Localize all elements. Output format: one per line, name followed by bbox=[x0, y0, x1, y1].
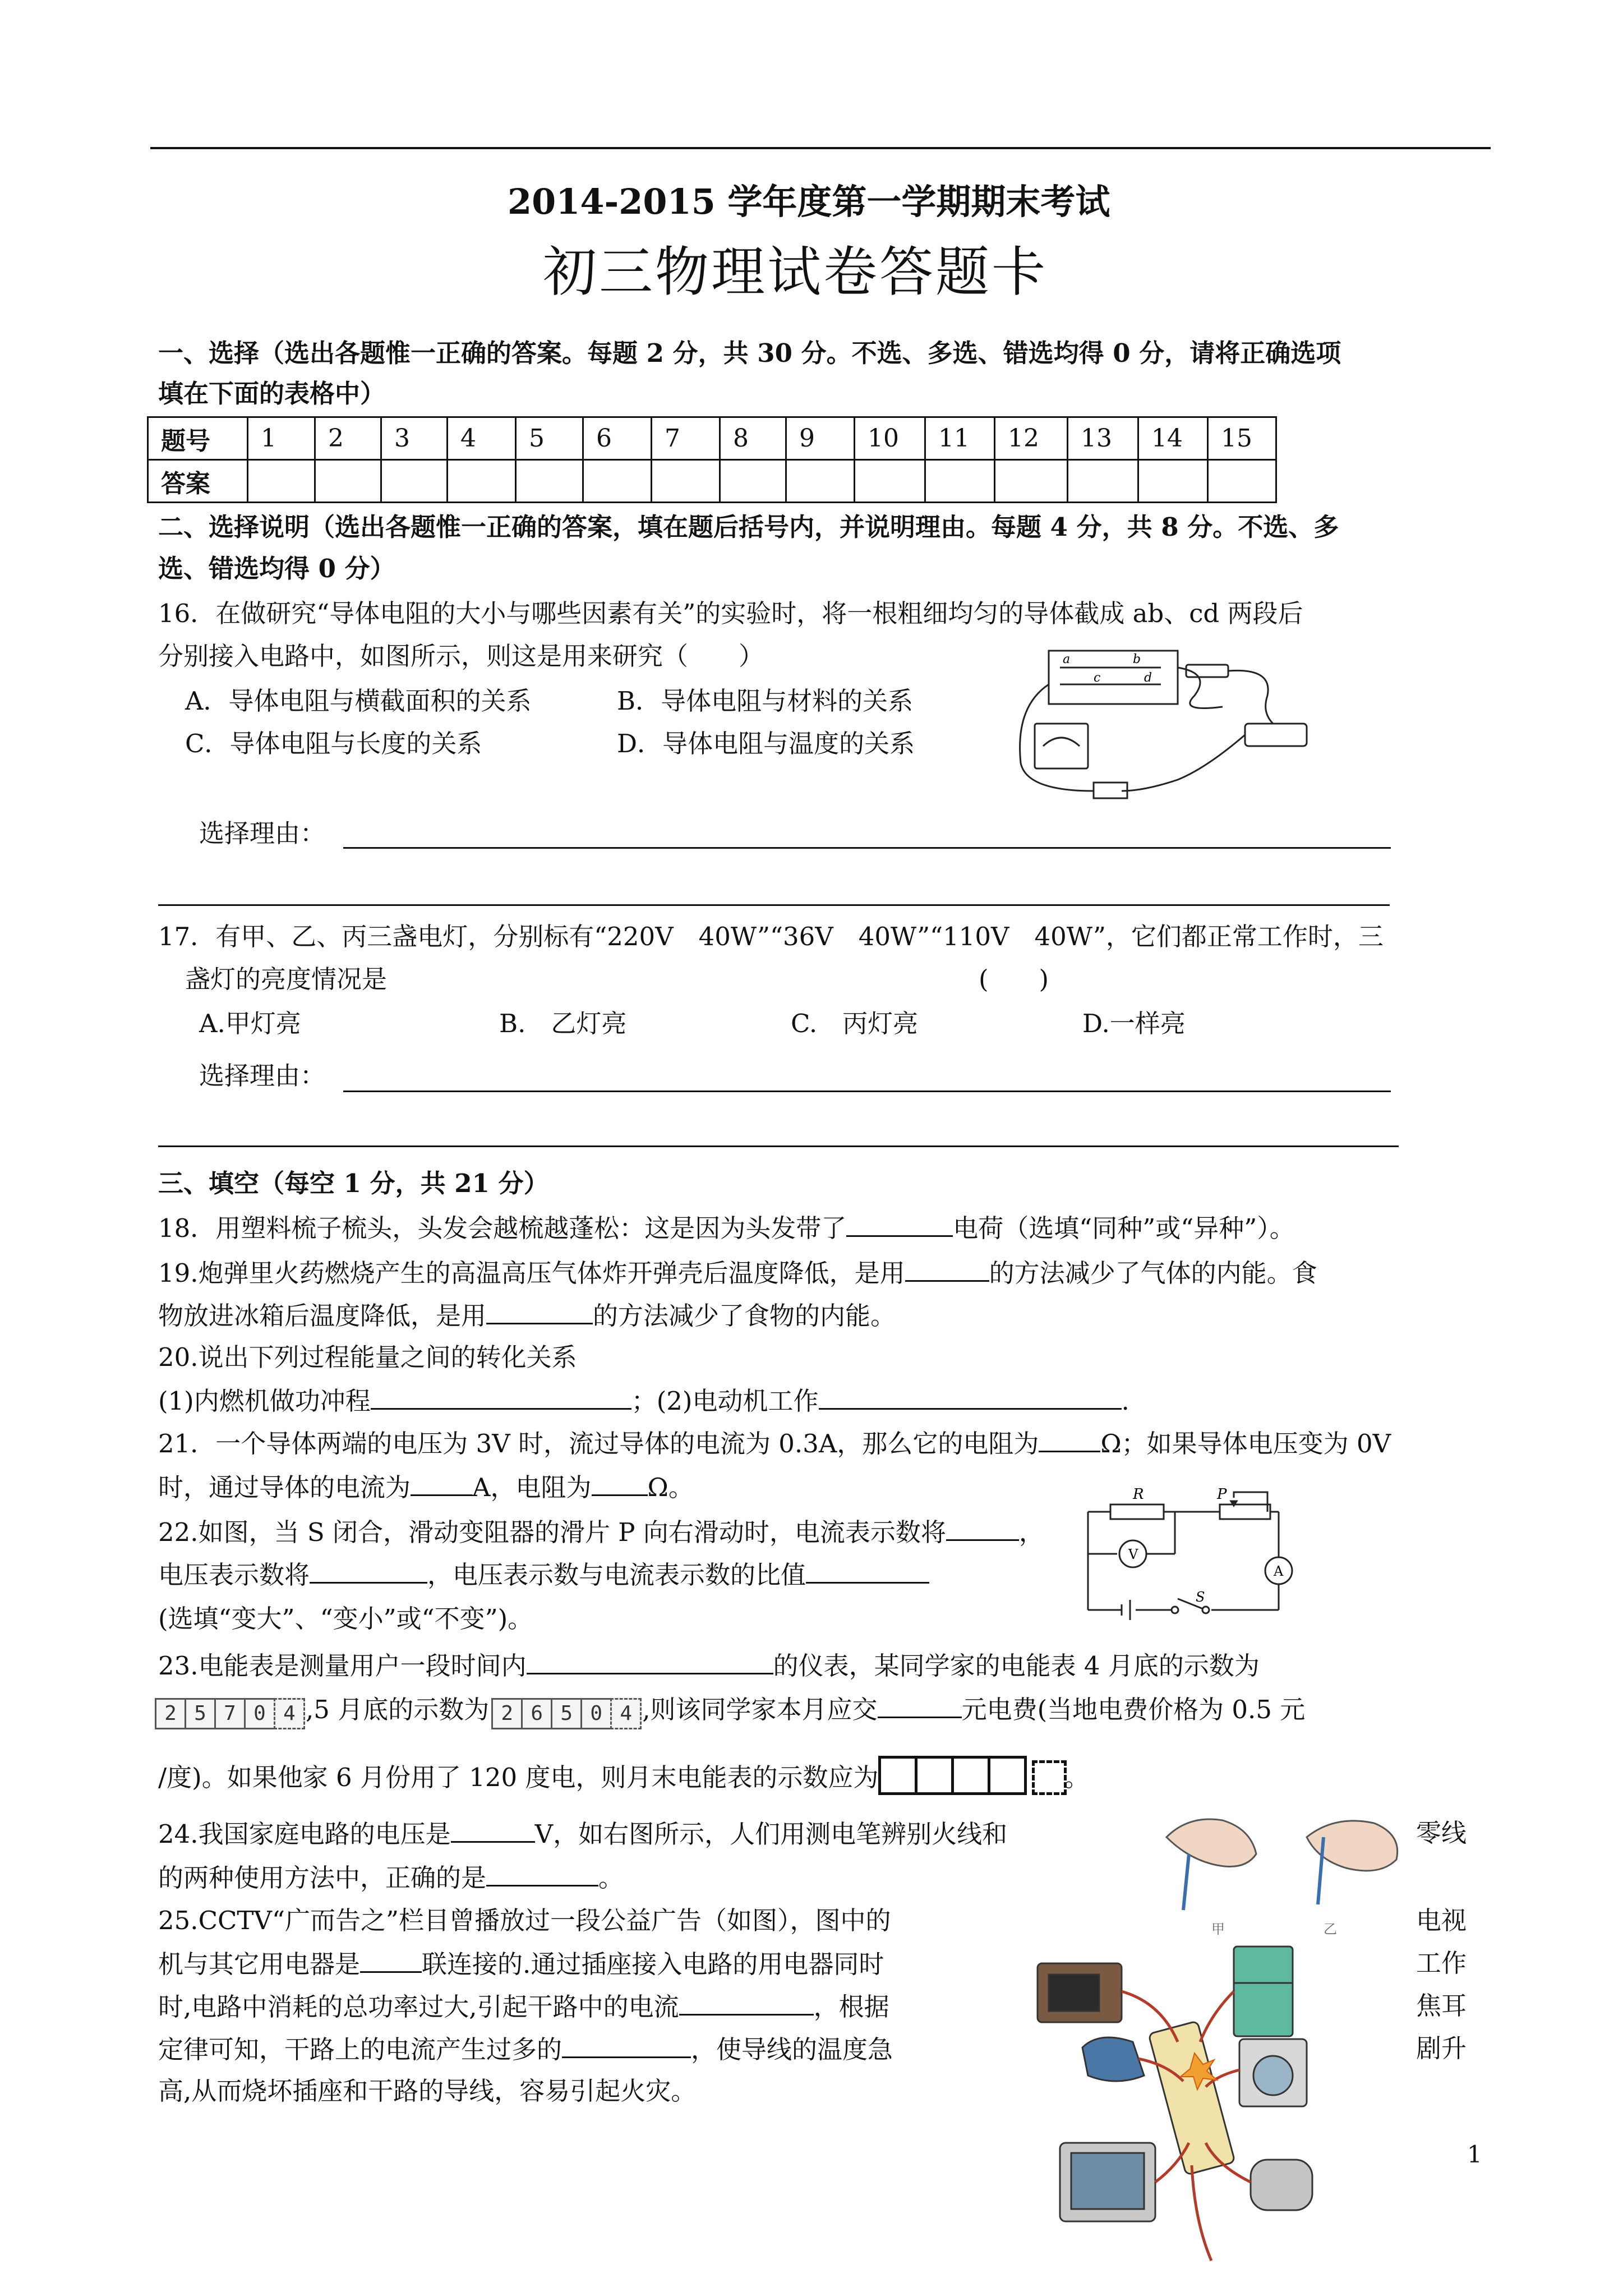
page-number: 1 bbox=[1467, 2141, 1482, 2168]
q19 bbox=[158, 1255, 1317, 1290]
q22-cont bbox=[158, 1557, 929, 1592]
answer-cell[interactable] bbox=[786, 460, 855, 503]
table-row bbox=[148, 460, 1276, 503]
answer-cell[interactable] bbox=[1138, 460, 1208, 503]
q22-text-2: ， bbox=[1018, 1517, 1044, 1547]
q25-line2-right: 工作 bbox=[1416, 1948, 1467, 1978]
power-strip-icon bbox=[1149, 2021, 1235, 2175]
q17-option-a: A.甲灯亮 bbox=[199, 1009, 301, 1038]
meter-digit: 0 bbox=[580, 1698, 612, 1729]
meter-digit: 2 bbox=[491, 1698, 523, 1729]
q20-blank-2[interactable] bbox=[819, 1383, 1122, 1410]
q25-line4-right: 剧升 bbox=[1416, 2033, 1467, 2063]
answer-cell[interactable] bbox=[720, 460, 786, 503]
q25-line3-right: 焦耳 bbox=[1416, 1991, 1467, 2021]
answer-cell[interactable] bbox=[381, 460, 448, 503]
q24-text-4: 。 bbox=[598, 1863, 624, 1893]
q20-title: 20.说出下列过程能量之间的转化关系 bbox=[158, 1342, 577, 1372]
q17-option-d: D.一样亮 bbox=[1082, 1009, 1186, 1038]
q17-option-c: C. 丙灯亮 bbox=[791, 1009, 919, 1038]
answer-cell[interactable] bbox=[855, 460, 925, 503]
fig-label-s: S bbox=[1196, 1589, 1205, 1605]
q16-option-b: B．导体电阻与材料的关系 bbox=[617, 686, 914, 716]
q25-text-4: ，根据 bbox=[813, 1992, 889, 2022]
meter-digit: 0 bbox=[244, 1698, 275, 1729]
battery-icon bbox=[1186, 665, 1228, 677]
q23-cont-2 bbox=[158, 1756, 1089, 1803]
q19-text-2: 的方法减少了气体的内能。食 bbox=[989, 1258, 1317, 1288]
q25-line1-right: 电视 bbox=[1416, 1906, 1467, 1935]
meter-answer-boxes[interactable] bbox=[878, 1756, 1064, 1803]
q25-line4 bbox=[158, 2032, 893, 2067]
q23-blank-2[interactable] bbox=[878, 1692, 962, 1718]
table-row bbox=[148, 417, 1276, 460]
q25-line5: 高,从而烧坏插座和干路的导线，容易引起火灾。 bbox=[158, 2076, 697, 2106]
q21-blank-1[interactable] bbox=[1039, 1426, 1100, 1452]
q21-text-3: 时，通过导体的电流为 bbox=[158, 1473, 411, 1502]
q24-blank-2[interactable] bbox=[486, 1860, 598, 1887]
q25-text-5: 定律可知，干路上的电流产生过多的 bbox=[158, 2035, 562, 2064]
q25-text-3: 时,电路中消耗的总功率过大,引起干路中的电流 bbox=[158, 1992, 679, 2022]
q25-line1: 25.CCTV“广而告之”栏目曾播放过一段公益广告（如图），图中的 bbox=[158, 1906, 891, 1935]
q24-text-3: 的两种使用方法中，正确的是 bbox=[158, 1863, 487, 1893]
q23-text-5: 元电费(当地电费价格为 0.5 元 bbox=[961, 1695, 1306, 1724]
meter-reading-may bbox=[491, 1695, 640, 1729]
question-number-cell: 6 bbox=[583, 417, 652, 460]
q25-line2 bbox=[158, 1947, 884, 1981]
question-number-cell: 3 bbox=[381, 417, 448, 460]
q24-text: 24.我国家庭电路的电压是 bbox=[158, 1819, 451, 1849]
q21-blank-2[interactable] bbox=[411, 1470, 472, 1496]
q25-text: 机与其它用电器是 bbox=[158, 1949, 361, 1979]
rheostat-p-icon bbox=[1220, 1504, 1270, 1519]
q16-option-a: A．导体电阻与横截面积的关系 bbox=[185, 686, 532, 716]
question-number-cell: 9 bbox=[786, 417, 855, 460]
hand-jia-icon bbox=[1166, 1819, 1256, 1867]
q20-blank-1[interactable] bbox=[371, 1383, 631, 1410]
q21-text-5: Ω。 bbox=[647, 1473, 694, 1502]
q21-text: 21．一个导体两端的电压为 3V 时，流过导体的电流为 0.3A，那么它的电阻为 bbox=[158, 1429, 1039, 1458]
q22-blank-3[interactable] bbox=[806, 1557, 929, 1584]
q18-blank[interactable] bbox=[846, 1211, 953, 1237]
question-number-cell: 7 bbox=[652, 417, 720, 460]
question-number-cell: 10 bbox=[855, 417, 925, 460]
q19-blank-1[interactable] bbox=[905, 1255, 989, 1282]
q25-text-2: 联连接的.通过插座接入电路的用电器同时 bbox=[422, 1949, 884, 1979]
q21-text-2: Ω；如果导体电压变为 0V bbox=[1100, 1429, 1391, 1458]
question-number-cell: 11 bbox=[925, 417, 995, 460]
meter-digit: 5 bbox=[551, 1698, 582, 1729]
question-number-cell: 13 bbox=[1068, 417, 1138, 460]
q25-blank-2[interactable] bbox=[679, 1989, 814, 2016]
meter-digit: 5 bbox=[185, 1698, 216, 1729]
rheostat-icon bbox=[1245, 724, 1307, 746]
q22-text-4: ，电压表示数与电流表示数的比值 bbox=[427, 1560, 806, 1590]
q24-blank-1[interactable] bbox=[451, 1816, 535, 1843]
answer-cell[interactable] bbox=[652, 460, 720, 503]
question-number-cell: 1 bbox=[248, 417, 315, 460]
q25-blank-3[interactable] bbox=[562, 2032, 691, 2058]
q21-text-4: A，电阻为 bbox=[472, 1473, 592, 1502]
meter-digit: 4 bbox=[610, 1698, 642, 1729]
answer-cell[interactable] bbox=[448, 460, 516, 503]
section3-heading: 三、填空（每空 1 分，共 21 分） bbox=[158, 1168, 549, 1198]
q23-text-4: ,则该同学家本月应交 bbox=[642, 1695, 878, 1724]
header-rule bbox=[150, 147, 1491, 149]
answer-cell[interactable] bbox=[1068, 460, 1138, 503]
exam-title: 2014-2015 学年度第一学期期末考试 bbox=[508, 181, 1110, 222]
question-number-cell: 8 bbox=[720, 417, 786, 460]
answer-cell[interactable] bbox=[995, 460, 1068, 503]
resistor-r-icon bbox=[1110, 1504, 1164, 1519]
question-number-cell: 2 bbox=[315, 417, 381, 460]
q20-text-2: ；(2)电动机工作 bbox=[631, 1386, 819, 1416]
q18-text-2: 电荷（选填“同种”或“异种”）。 bbox=[953, 1213, 1295, 1243]
q21-blank-3[interactable] bbox=[592, 1470, 648, 1496]
fig-label-b: b bbox=[1133, 652, 1141, 666]
q23-blank-1[interactable] bbox=[527, 1648, 773, 1674]
test-pencil-figure bbox=[1144, 1803, 1424, 1938]
answer-cell[interactable] bbox=[583, 460, 652, 503]
q23-text-6: /度)。如果他家 6 月份用了 120 度电，则月末电能表的示数应为 bbox=[158, 1763, 879, 1792]
ammeter-icon bbox=[1035, 724, 1088, 769]
table-row-label: 题号 bbox=[148, 417, 248, 460]
q16-stem: 16．在做研究“导体电阻的大小与哪些因素有关”的实验时，将一根粗细均匀的导体截成 ab、cd 两段后 bbox=[158, 599, 1303, 628]
question-number-cell: 5 bbox=[516, 417, 583, 460]
q22 bbox=[158, 1515, 1044, 1549]
fig-label-p: P bbox=[1217, 1486, 1227, 1503]
q22-hint: (选填“变大”、“变小”或“不变”)。 bbox=[158, 1604, 533, 1634]
q24-right: 零线 bbox=[1416, 1818, 1467, 1848]
q24-cont bbox=[158, 1860, 624, 1895]
q17-option-b: B. 乙灯亮 bbox=[499, 1009, 627, 1038]
fig-label-yi: 乙 bbox=[1324, 1921, 1337, 1937]
q20-text-3: . bbox=[1121, 1386, 1129, 1416]
q23-cont bbox=[153, 1692, 1305, 1729]
q17-reason-line bbox=[343, 1091, 1391, 1092]
q20-parts bbox=[158, 1383, 1129, 1418]
q16-option-d: D．导体电阻与温度的关系 bbox=[617, 729, 915, 758]
q17-answer-paren: ( ) bbox=[979, 964, 1049, 994]
q22-blank-1[interactable] bbox=[946, 1515, 1019, 1541]
table-row-label: 答案 bbox=[148, 460, 248, 503]
q18 bbox=[158, 1211, 1295, 1245]
q21-cont bbox=[158, 1470, 694, 1504]
q16-reason-line-2 bbox=[158, 904, 1390, 906]
answer-cell[interactable] bbox=[925, 460, 995, 503]
q22-blank-2[interactable] bbox=[310, 1557, 427, 1584]
exam-subtitle: 初三物理试卷答题卡 bbox=[543, 241, 1048, 303]
fig-label-a: A bbox=[1274, 1563, 1284, 1579]
answer-cell[interactable] bbox=[315, 460, 381, 503]
question-number-cell: 4 bbox=[448, 417, 516, 460]
question-number-cell: 14 bbox=[1138, 417, 1208, 460]
q23-text: 23.电能表是测量用户一段时间内 bbox=[158, 1651, 527, 1681]
q17-stem: 17．有甲、乙、丙三盏电灯，分别标有“220V 40W”“36V 40W”“110V 40W”，它们都正常工作时，三 bbox=[158, 922, 1384, 951]
fig-label-v: V bbox=[1128, 1547, 1138, 1562]
section1-heading-cont: 填在下面的表格中） bbox=[158, 379, 386, 408]
q19-text-4: 的方法减少了食物的内能。 bbox=[593, 1301, 896, 1331]
fig-label-a: a bbox=[1063, 652, 1071, 666]
iron-icon bbox=[1082, 2037, 1144, 2081]
test-pencil-jia-icon bbox=[1183, 1854, 1189, 1910]
q18-text: 18．用塑料梳子梳头，头发会越梳越蓬松：这是因为头发带了 bbox=[158, 1213, 847, 1243]
q23-text-7: 。 bbox=[1064, 1763, 1090, 1792]
q25-line3 bbox=[158, 1989, 889, 2024]
rice-cooker-icon bbox=[1251, 2160, 1312, 2210]
answer-cell[interactable] bbox=[516, 460, 583, 503]
q20-text: (1)内燃机做功冲程 bbox=[158, 1386, 371, 1416]
q25-blank-1[interactable] bbox=[360, 1947, 422, 1973]
fig-label-d: d bbox=[1144, 671, 1152, 685]
fig-label-c: c bbox=[1094, 671, 1101, 685]
meter-digit: 7 bbox=[214, 1698, 246, 1729]
refrigerator-icon bbox=[1234, 1947, 1293, 2036]
q19-text: 19.炮弹里火药燃烧产生的高温高压气体炸开弹壳后温度降低，是用 bbox=[158, 1258, 905, 1288]
section1-heading: 一、选择（选出各题惟一正确的答案。每题 2 分，共 30 分。不选、多选、错选均得 0 分，请将正确选项 bbox=[158, 338, 1341, 368]
q16-stem-cont: 分别接入电路中，如图所示，则这是用来研究（ ） bbox=[158, 641, 764, 671]
meter-digit: 4 bbox=[274, 1698, 305, 1729]
q17-stem-cont: 盏灯的亮度情况是 bbox=[185, 964, 388, 994]
meter-digit: 6 bbox=[521, 1698, 552, 1729]
answer-cell[interactable] bbox=[248, 460, 315, 503]
q19-blank-2[interactable] bbox=[486, 1298, 593, 1324]
q17-reason-label: 选择理由： bbox=[199, 1061, 326, 1091]
q16-reason-line bbox=[343, 847, 1391, 849]
fig-label-r: R bbox=[1133, 1486, 1144, 1503]
q22-text-3: 电压表示数将 bbox=[158, 1560, 310, 1590]
q19-cont bbox=[158, 1298, 896, 1333]
q22-circuit-figure bbox=[1077, 1481, 1301, 1621]
fig-label-jia: 甲 bbox=[1211, 1921, 1225, 1937]
q24 bbox=[158, 1816, 1007, 1851]
q22-text: 22.如图，当 S 闭合，滑动变阻器的滑片 P 向右滑动时，电流表示数将 bbox=[158, 1517, 946, 1547]
question-number-cell: 12 bbox=[995, 417, 1068, 460]
q21 bbox=[158, 1426, 1391, 1461]
question-number-cell: 15 bbox=[1208, 417, 1276, 460]
q19-text-3: 物放进冰箱后温度降低，是用 bbox=[158, 1301, 487, 1331]
section2-heading-cont: 选、错选均得 0 分） bbox=[158, 554, 395, 583]
answer-table bbox=[147, 416, 1277, 503]
q24-text-2: V，如右图所示，人们用测电笔辨别火线和 bbox=[534, 1819, 1008, 1849]
q23-text-2: 的仪表，某同学家的电能表 4 月底的示数为 bbox=[773, 1651, 1260, 1681]
q16-circuit-figure bbox=[1009, 639, 1312, 808]
q16-reason-label: 选择理由： bbox=[199, 818, 326, 848]
q17-reason-line-2 bbox=[158, 1145, 1399, 1147]
meter-reading-april bbox=[155, 1695, 303, 1729]
answer-cell[interactable] bbox=[1208, 460, 1276, 503]
q16-option-c: C．导体电阻与长度的关系 bbox=[185, 729, 482, 758]
q25-text-6: ，使导线的温度急 bbox=[691, 2035, 893, 2064]
section2-heading: 二、选择说明（选出各题惟一正确的答案，填在题后括号内，并说明理由。每题 4 分，共 8 分。不选、多 bbox=[158, 512, 1339, 542]
q23-text-3: ,5 月底的示数为 bbox=[306, 1695, 490, 1724]
overloaded-socket-cartoon bbox=[1026, 1930, 1340, 2266]
q23 bbox=[158, 1648, 1260, 1683]
meter-digit: 2 bbox=[155, 1698, 186, 1729]
